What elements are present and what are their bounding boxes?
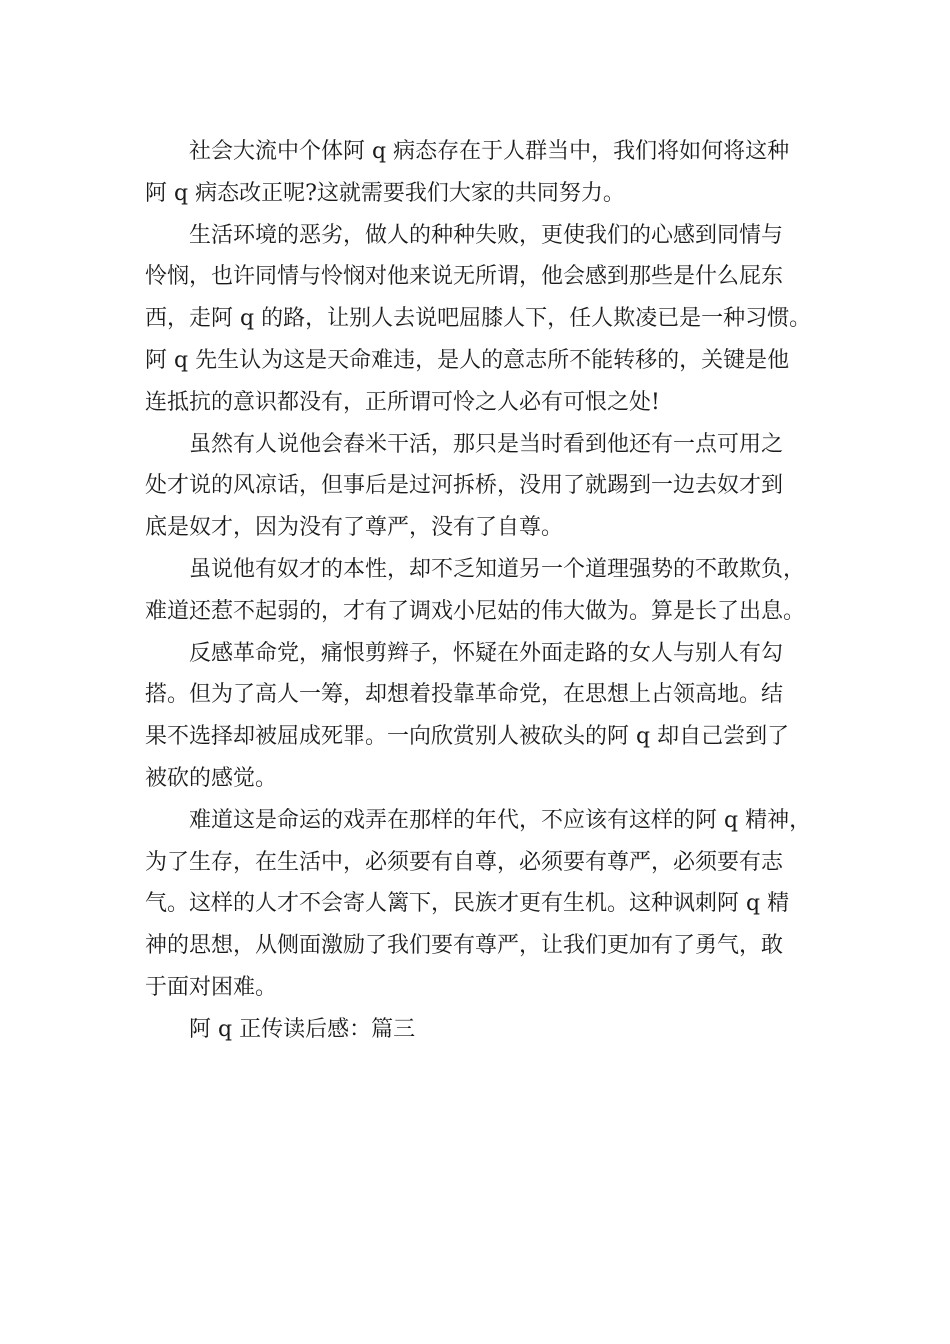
paragraph-6 [145,800,810,1009]
text-line: 于面对困难。 [145,974,278,1000]
text-line: 怜悯，也许同情与怜悯对他来说无所谓，他会感到那些是什么屁东 [145,264,784,290]
text-line: 西，走阿 q 的路，让别人去说吧屈膝人下，任人欺凌已是一种习惯。 [145,306,812,332]
text-line: 虽然有人说他会舂米干活，那只是当时看到他还有一点可用之 [189,431,784,457]
text-line: 被砍的感觉。 [145,765,278,791]
text-line: 虽说他有奴才的本性，却不乏知道另一个道理强势的不敢欺负， [189,556,806,582]
paragraph-4 [145,549,810,633]
text-line: 难道这是命运的戏弄在那样的年代，不应该有这样的阿 q 精神， [189,807,812,833]
document-body [145,131,810,1051]
section-heading [145,1009,810,1051]
paragraph-3 [145,424,810,549]
text-line: 为了生存，在生活中，必须要有自尊，必须要有尊严，必须要有志 [145,849,784,875]
text-line: 底是奴才，因为没有了尊严，没有了自尊。 [145,515,564,541]
text-line: 气。这样的人才不会寄人篱下，民族才更有生机。这种讽刺阿 q 精 [145,891,790,917]
text-line: 搭。但为了高人一筹，却想着投靠革命党，在思想上占领高地。结 [145,682,784,708]
paragraph-5 [145,633,810,800]
text-line: 社会大流中个体阿 q 病态存在于人群当中，我们将如何将这种 [189,139,790,164]
text-line: 反感革命党，痛恨剪辫子，怀疑在外面走路的女人与别人有勾 [189,640,784,666]
paragraph-2 [145,215,810,424]
paragraph-1 [145,131,810,215]
text-line: 阿 q 正传读后感：篇三 [189,1016,416,1042]
text-line: 连抵抗的意识都没有，正所谓可怜之人必有可恨之处! [145,389,660,415]
text-line: 阿 q 病态改正呢?这就需要我们大家的共同努力。 [145,180,625,206]
text-line: 难道还惹不起弱的，才有了调戏小尼姑的伟大做为。算是长了出息。 [145,598,806,624]
text-line: 果不选择却被屈成死罪。一向欣赏别人被砍头的阿 q 却自己尝到了 [145,724,790,750]
text-line: 生活环境的恶劣，做人的种种失败，更使我们的心感到同情与 [189,222,784,248]
text-line: 处才说的风凉话，但事后是过河拆桥，没用了就踢到一边去奴才到 [145,473,784,499]
text-line: 阿 q 先生认为这是天命难违，是人的意志所不能转移的，关键是他 [145,347,790,373]
text-line: 神的思想，从侧面激励了我们要有尊严，让我们更加有了勇气，敢 [145,933,784,959]
